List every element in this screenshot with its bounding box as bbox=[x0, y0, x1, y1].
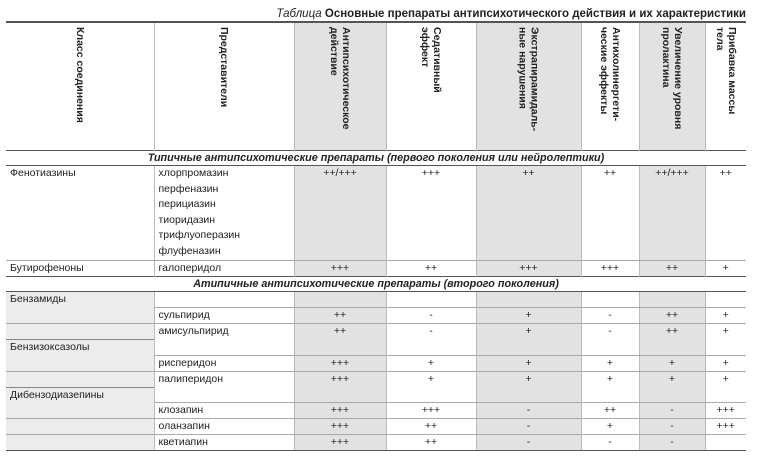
table-row bbox=[6, 403, 746, 419]
value-cell: ++ bbox=[386, 261, 476, 277]
caption-prefix: Таблица bbox=[276, 8, 322, 20]
class-cell: Бензамиды bbox=[6, 292, 154, 308]
drug-name: палиперидон bbox=[154, 371, 294, 387]
section-row-atypical bbox=[6, 277, 746, 292]
drug-name: клозапин bbox=[154, 403, 294, 419]
value-cell: - bbox=[639, 419, 705, 435]
section-row-typical bbox=[6, 151, 746, 166]
table-row bbox=[6, 419, 746, 435]
header-extrapyramidal-disorders: Экстрапирамидаль- ные нарушения bbox=[476, 22, 581, 151]
drug-name: тиоридазин bbox=[158, 213, 216, 226]
drug-name: амисульпирид bbox=[154, 324, 294, 340]
header-prolactin-increase: Увеличение уровня пролактина bbox=[639, 22, 705, 151]
value-cell: - bbox=[476, 435, 581, 451]
table-row bbox=[6, 324, 746, 340]
value-cell: - bbox=[581, 435, 639, 451]
value-cell: +++ bbox=[386, 166, 476, 261]
value-cell: - bbox=[639, 403, 705, 419]
drug-name: рисперидон bbox=[154, 355, 294, 371]
class-cell: Дибензодиазепины bbox=[6, 387, 154, 403]
value-cell: ++/+++ bbox=[294, 166, 386, 261]
value-cell: - bbox=[476, 403, 581, 419]
class-cell: Бензизоксазолы bbox=[6, 340, 154, 356]
header-antipsychotic-action: Антипсихотическое действие bbox=[294, 22, 386, 151]
table-row bbox=[6, 371, 746, 387]
value-cell: + bbox=[705, 371, 746, 387]
value-cell: - bbox=[581, 324, 639, 340]
drug-name: кветиапин bbox=[154, 435, 294, 451]
drug-name: галоперидол bbox=[154, 261, 294, 277]
representatives-cell bbox=[154, 166, 294, 261]
value-cell bbox=[705, 435, 746, 451]
value-cell: +++ bbox=[294, 371, 386, 387]
value-cell: ++ bbox=[476, 166, 581, 261]
value-cell: + bbox=[476, 355, 581, 371]
value-cell: - bbox=[639, 435, 705, 451]
value-cell: + bbox=[386, 355, 476, 371]
header-row bbox=[6, 22, 746, 151]
value-cell: - bbox=[386, 324, 476, 340]
header-anticholinergic-effects: Антихолинергети- ческие эффекты bbox=[581, 22, 639, 151]
value-cell: +++ bbox=[294, 435, 386, 451]
table-caption bbox=[6, 7, 746, 21]
value-cell: ++/+++ bbox=[639, 166, 705, 261]
value-cell: + bbox=[581, 355, 639, 371]
header-weight-gain: Прибавка массы тела bbox=[705, 22, 746, 151]
value-cell: + bbox=[476, 308, 581, 324]
header-representatives: Представители bbox=[154, 22, 294, 151]
value-cell: ++ bbox=[386, 435, 476, 451]
value-cell: +++ bbox=[294, 403, 386, 419]
group-row-dibenzodiazepines bbox=[6, 387, 746, 403]
value-cell: + bbox=[581, 419, 639, 435]
value-cell: + bbox=[705, 308, 746, 324]
value-cell: +++ bbox=[294, 261, 386, 277]
value-cell: +++ bbox=[705, 419, 746, 435]
class-cell: Фенотиазины bbox=[6, 166, 154, 261]
table-row-phenothiazines bbox=[6, 166, 746, 261]
header-class: Класс соединения bbox=[6, 22, 154, 151]
value-cell: ++ bbox=[294, 324, 386, 340]
value-cell: + bbox=[386, 371, 476, 387]
value-cell: ++ bbox=[639, 308, 705, 324]
drug-name: перициазин bbox=[158, 198, 216, 210]
value-cell: + bbox=[581, 371, 639, 387]
value-cell: + bbox=[639, 371, 705, 387]
value-cell: + bbox=[476, 371, 581, 387]
value-cell: +++ bbox=[581, 261, 639, 277]
value-cell: - bbox=[476, 419, 581, 435]
table-row-butyrophenones bbox=[6, 261, 746, 277]
drug-name: хлорпромазин bbox=[158, 167, 229, 179]
value-cell: + bbox=[639, 355, 705, 371]
table-row bbox=[6, 355, 746, 371]
value-cell: +++ bbox=[294, 355, 386, 371]
value-cell: ++ bbox=[639, 324, 705, 340]
value-cell: ++ bbox=[386, 419, 476, 435]
section-title-atypical: Атипичные антипсихотические препараты (второго поколения) bbox=[6, 277, 746, 292]
value-cell: +++ bbox=[705, 403, 746, 419]
value-cell: ++ bbox=[294, 308, 386, 324]
value-cell: +++ bbox=[476, 261, 581, 277]
class-cell: Бутирофеноны bbox=[10, 262, 84, 274]
value-cell: +++ bbox=[294, 419, 386, 435]
drug-name: флуфеназин bbox=[158, 244, 221, 257]
value-cell: +++ bbox=[386, 403, 476, 419]
value-cell: + bbox=[705, 261, 746, 277]
header-sedative-effect: Седативный эффект bbox=[386, 22, 476, 151]
value-cell: ++ bbox=[581, 166, 639, 261]
value-cell: - bbox=[581, 308, 639, 324]
value-cell: ++ bbox=[581, 403, 639, 419]
section-title-typical: Типичные антипсихотические препараты (первого поколения или нейролептики) bbox=[6, 151, 746, 166]
value-cell: ++ bbox=[639, 261, 705, 277]
value-cell: ++ bbox=[705, 166, 746, 261]
table-row bbox=[6, 308, 746, 324]
value-cell: + bbox=[476, 324, 581, 340]
table-row bbox=[6, 435, 746, 451]
value-cell: + bbox=[705, 324, 746, 340]
drug-name: оланзапин bbox=[154, 419, 294, 435]
drug-name: трифлуоперазин bbox=[158, 229, 241, 241]
antipsychotics-table bbox=[6, 21, 746, 451]
value-cell: - bbox=[386, 308, 476, 324]
drug-name: перфеназин bbox=[158, 182, 219, 195]
value-cell: + bbox=[705, 355, 746, 371]
drug-name: сульпирид bbox=[154, 308, 294, 324]
group-row-benzamides bbox=[6, 292, 746, 308]
caption-title: Основные препараты антипсихотического действия и их характеристики bbox=[324, 8, 746, 20]
group-row-benzisoxazoles bbox=[6, 340, 746, 356]
